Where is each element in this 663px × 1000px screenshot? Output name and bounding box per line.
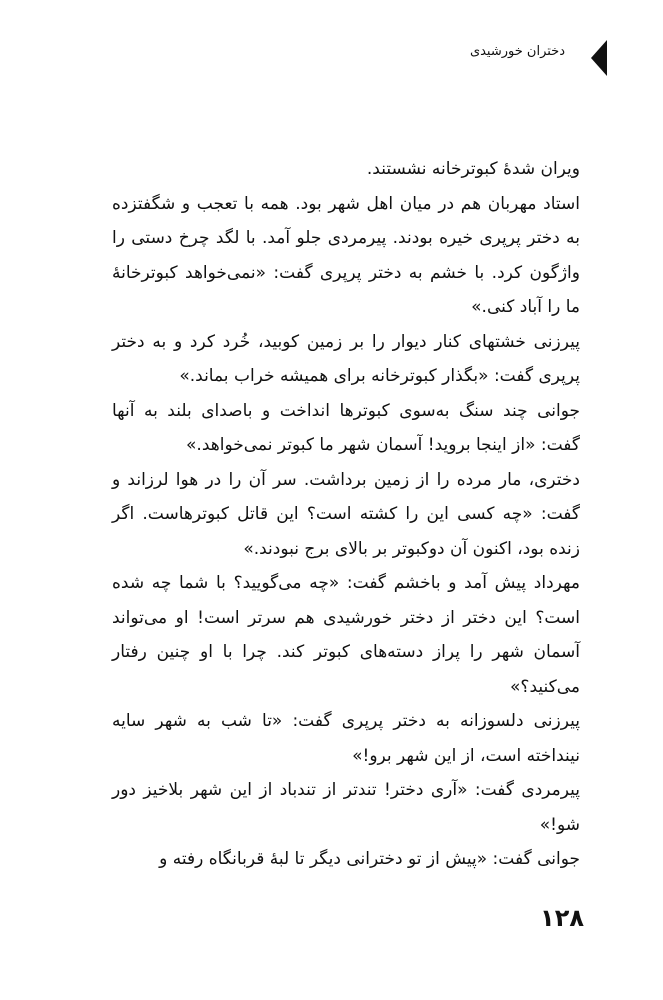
paragraph: مهرداد پیش آمد و باخشم گفت: «چه می‌گویید؟ با شما چه شده است؟ این دختر از دختر خورشیدی هم سرتر است! او می‌تواند آسمان شهر را پراز دسته‌های کبوتر کند. چرا با او چنین رفتار می‌کنید؟» xyxy=(112,573,580,697)
paragraph: پیرمردی گفت: «آری دختر! تندتر از تندباد از این شهر بلاخیز دور شو!» xyxy=(112,780,580,835)
paragraph: دختری، مار مرده را از زمین برداشت. سر آن را در هوا لرزاند و گفت: «چه کسی این را کشته است؟ این قاتل کبوترهاست. اگر زنده بود، اکنون آن دوکبوتر بر بالای برج نبودند.» xyxy=(112,469,580,559)
page-number: ۱۲۸ xyxy=(540,904,584,932)
paragraph: ویران شدهٔ کبوترخانه نشستند. xyxy=(366,159,580,179)
running-header-title: دختران خورشیدی xyxy=(469,44,565,59)
paragraph: پیرزنی خشتهای کنار دیوار را بر زمین کوبید، خُرد کرد و به دختر پرپری گفت: «بگذار کبوترخانه برای همیشه خراب بماند.» xyxy=(112,331,580,386)
body-text xyxy=(112,152,580,877)
paragraph: جوانی چند سنگ به‌سوی کبوترها انداخت و باصدای بلند به آنها گفت: «از اینجا بروید! آسمان شهر ما کبوتر نمی‌خواهد.» xyxy=(112,400,580,455)
paragraph: استاد مهربان هم در میان اهل شهر بود. همه با تعجب و شگفتزده به دختر پرپری خیره بودند. پیرمردی جلو آمد. با لگد چرخ دستی را واژگون کرد. با خشم به دختر پرپری گفت: «نمی‌خواهد کبوترخانهٔ ما را آباد کنی.» xyxy=(112,193,580,317)
paragraph: پیرزنی دلسوزانه به دختر پرپری گفت: «تا شب به شهر سایه نینداخته است، از این شهر برو!» xyxy=(112,711,580,766)
paragraph: جوانی گفت: «پیش از تو دخترانی دیگر تا لبهٔ قربانگاه رفته و xyxy=(159,849,580,869)
triangle-left-icon xyxy=(591,40,607,76)
